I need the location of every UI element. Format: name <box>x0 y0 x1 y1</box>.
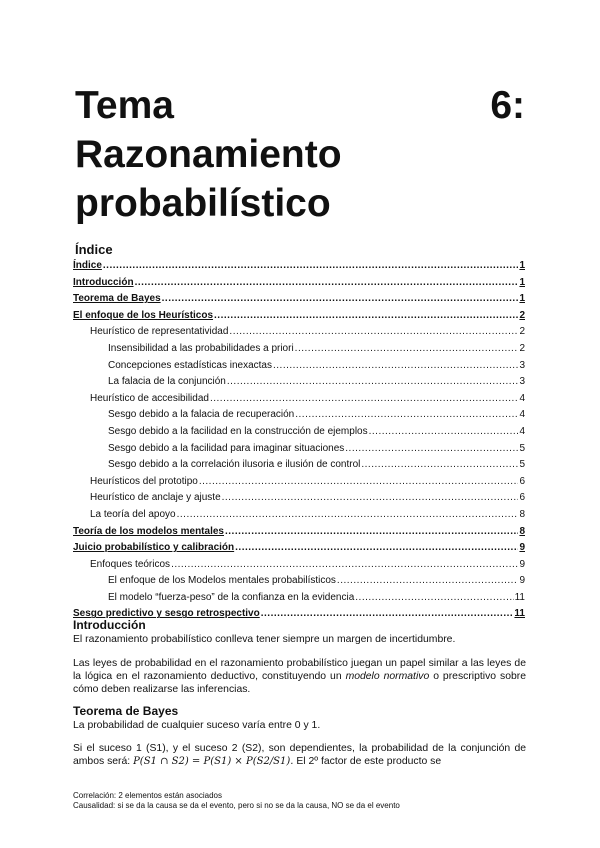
toc-entry-label: Juicio probabilístico y calibración <box>73 542 235 554</box>
toc-entry[interactable] <box>73 559 525 576</box>
toc-entry-page: 3 <box>519 376 525 388</box>
title-line-1: Tema <box>75 84 174 127</box>
toc-entry[interactable] <box>73 476 525 493</box>
toc-leader-dots <box>261 608 514 619</box>
toc-entry-label: Heurístico de representatividad <box>90 326 229 338</box>
toc-entry-label: Concepciones estadísticas inexactas <box>108 359 272 371</box>
toc-entry-label: Introducción <box>73 276 134 288</box>
title-line-3: probabilístico <box>75 182 331 225</box>
toc-leader-dots <box>345 443 518 454</box>
toc-leader-dots <box>222 492 519 503</box>
toc-entry[interactable] <box>73 526 525 543</box>
bayes-paragraph-1: La probabilidad de cualquier suceso varía entre 0 y 1. <box>73 720 321 731</box>
toc-leader-dots <box>225 526 518 537</box>
toc-entry-label: Teorema de Bayes <box>73 293 161 305</box>
toc-entry-label: El modelo “fuerza-peso” de la confianza en la evidencia <box>108 591 355 603</box>
toc-entry-page: 2 <box>519 326 525 338</box>
toc-entry[interactable] <box>73 459 525 476</box>
toc-entry-page: 9 <box>519 575 525 587</box>
toc-entry[interactable] <box>73 343 525 360</box>
toc-entry-page: 9 <box>519 558 525 570</box>
intro-p2-end: o prescriptivo sobre cómo deben realizarse las inferencias. <box>73 671 527 695</box>
toc-entry-label: El enfoque de los Modelos mentales probabilísticos <box>108 575 336 587</box>
toc-entry-label: La falacia de la conjunción <box>108 376 226 388</box>
toc-entry-page: 2 <box>519 342 525 354</box>
toc-entry-page: 3 <box>519 359 525 371</box>
toc-leader-dots <box>229 326 518 337</box>
toc-entry[interactable] <box>73 277 525 294</box>
toc-entry-page: 1 <box>519 276 525 288</box>
toc-leader-dots <box>214 310 518 321</box>
title-line-2: Razonamiento <box>75 133 342 176</box>
toc-entry-label: Sesgo debido a la correlación ilusoria e ilusión de control <box>108 459 361 471</box>
toc-leader-dots <box>361 459 518 470</box>
toc-entry[interactable] <box>73 409 525 426</box>
toc-leader-dots <box>177 509 519 520</box>
toc-leader-dots <box>162 293 519 304</box>
toc-entry-label: Enfoques teóricos <box>90 558 171 570</box>
toc-entry-page: 4 <box>519 409 525 421</box>
bayes-p2-start: Si el suceso 1 (S1), y el suceso 2 (S2), son dependientes, la probabilidad de la conjunción de ambos será: <box>73 743 526 767</box>
toc-entry-page: 9 <box>519 542 525 554</box>
toc-entry-page: 8 <box>519 525 525 537</box>
intro-p2-emphasis: modelo normativo <box>345 671 430 682</box>
toc-entry[interactable] <box>73 443 525 460</box>
toc-entry-page: 4 <box>519 392 525 404</box>
toc-leader-dots <box>235 542 518 553</box>
table-of-contents <box>73 260 525 625</box>
toc-entry-page: 5 <box>519 442 525 454</box>
toc-leader-dots <box>295 409 518 420</box>
toc-entry[interactable] <box>73 509 525 526</box>
toc-entry-label: Índice <box>73 260 102 271</box>
bayes-formula: P(S1 ∩ S2) = P(S1) × P(S2/S1). <box>133 756 294 767</box>
toc-entry-label: Sesgo debido a la facilidad para imaginar situaciones <box>108 442 345 454</box>
toc-entry-label: Sesgo debido a la facilidad en la construcción de ejemplos <box>108 425 368 437</box>
toc-entry[interactable] <box>73 426 525 443</box>
toc-entry-page: 5 <box>519 459 525 471</box>
title-number: 6: <box>490 84 525 127</box>
toc-entry-page: 1 <box>519 293 525 305</box>
toc-entry-label: Sesgo predictivo y sesgo retrospectivo <box>73 608 260 620</box>
toc-entry[interactable] <box>73 310 525 327</box>
intro-p2-start: Las leyes de probabilidad en el razonamiento probabilístico juegan un papel similar a las leyes de la lógica en el razonamiento deductivo, constituyendo un <box>73 658 526 682</box>
toc-entry-page: 11 <box>514 608 525 620</box>
toc-entry-label: Teoría de los modelos mentales <box>73 525 224 537</box>
toc-entry[interactable] <box>73 293 525 310</box>
toc-entry-page: 2 <box>519 309 525 321</box>
bayes-heading: Teorema de Bayes <box>73 704 179 718</box>
toc-leader-dots <box>135 277 519 288</box>
toc-leader-dots <box>210 393 518 404</box>
toc-leader-dots <box>171 559 518 570</box>
toc-entry[interactable] <box>73 376 525 393</box>
toc-entry-label: Heurístico de accesibilidad <box>90 392 209 404</box>
toc-entry[interactable] <box>73 260 525 277</box>
toc-entry-page: 4 <box>519 425 525 437</box>
intro-paragraph-2 <box>73 657 526 696</box>
toc-entry-page: 11 <box>514 591 525 603</box>
toc-entry-page: 6 <box>519 475 525 487</box>
toc-leader-dots <box>355 592 513 603</box>
toc-leader-dots <box>227 376 519 387</box>
toc-entry[interactable] <box>73 393 525 410</box>
toc-entry-page: 8 <box>519 508 525 520</box>
toc-leader-dots <box>199 476 519 487</box>
toc-entry[interactable] <box>73 492 525 509</box>
toc-leader-dots <box>273 360 518 371</box>
toc-entry-label: Heurístico de anclaje y ajuste <box>90 492 221 504</box>
toc-entry-label: Heurísticos del prototipo <box>90 475 198 487</box>
toc-leader-dots <box>103 260 519 271</box>
toc-leader-dots <box>295 343 519 354</box>
intro-heading: Introducción <box>73 618 146 632</box>
bayes-paragraph-2 <box>73 742 526 768</box>
intro-paragraph-1: El razonamiento probabilístico conlleva tener siempre un margen de incertidumbre. <box>73 634 456 645</box>
bayes-p2-end: El 2º factor de este producto se <box>293 756 442 767</box>
toc-leader-dots <box>369 426 519 437</box>
toc-heading: Índice <box>75 242 113 257</box>
toc-entry-page: 1 <box>519 260 525 271</box>
toc-entry-label: Sesgo debido a la falacia de recuperación <box>108 409 295 421</box>
footnote-causality: Causalidad: si se da la causa se da el evento, pero si no se da la causa, NO se da el evento <box>73 801 400 810</box>
toc-entry[interactable] <box>73 360 525 377</box>
toc-leader-dots <box>337 575 519 586</box>
toc-entry-label: Insensibilidad a las probabilidades a priori <box>108 342 294 354</box>
toc-entry[interactable] <box>73 575 525 592</box>
toc-entry[interactable] <box>73 326 525 343</box>
toc-entry-label: La teoría del apoyo <box>90 508 176 520</box>
toc-entry-page: 6 <box>519 492 525 504</box>
toc-entry[interactable] <box>73 542 525 559</box>
toc-entry[interactable] <box>73 592 525 609</box>
toc-entry-label: El enfoque de los Heurísticos <box>73 309 214 321</box>
footnote-correlation: Correlación: 2 elementos están asociados <box>73 791 222 800</box>
